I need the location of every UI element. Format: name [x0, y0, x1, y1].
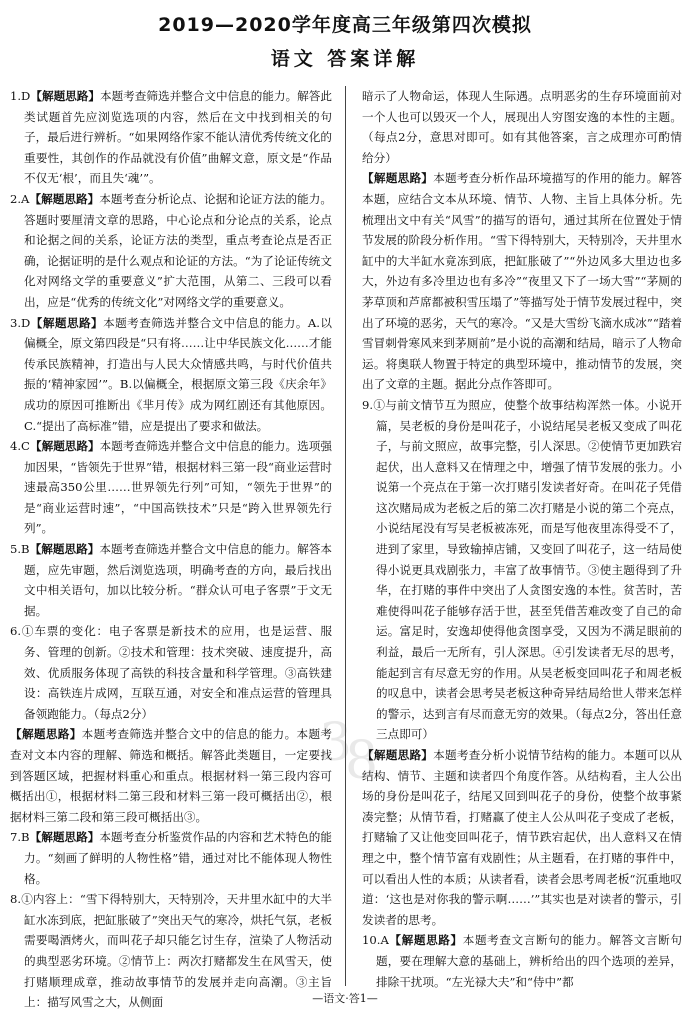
solution-tag: 【解题思路】 — [29, 830, 100, 845]
answer-item — [362, 745, 682, 930]
answer-text: 本题考查文言断句的能力。解答文言断句题，要在理解大意的基础上，辨析给出的四个选项的差异，排除干扰项。“左光禄大夫”和“侍中”都 — [376, 933, 682, 989]
answer-item — [10, 313, 332, 437]
answer-text: 本题考查筛选并整合文中的信息的能力。本题考查对文本内容的理解、筛选和概括。解答此类题目，一定要找到答题区域，把握材料重心和重点。根据材料一第三段内容可概括出①，根据材料二第三段和材料三第一段可概括出②，根据材料三第二段和第三段可概括出③。 — [10, 727, 332, 824]
answer-item — [362, 395, 682, 745]
question-number: 1.D — [10, 89, 31, 103]
solution-tag: 【解题思路】 — [30, 315, 104, 330]
question-number: 6. — [10, 624, 22, 639]
answer-item — [10, 189, 332, 313]
answer-item — [362, 86, 682, 168]
answer-text: ①与前文情节互为照应，使整个故事结构浑然一体。小说开篇，吴老板的身份是叫花子，小说结尾吴老板又变成了叫花子，与前文照应，故事完整，引人深思。②使情节更加跌宕起伏，出人意料又在情理之中，增强了情节发展的张力。小说第一个亮点在于第一次打赌引发读者好奇。在叫花子凭借这次赌局成为老板之后的第二次打赌是小说的第二个亮点，小说结尾没有写吴老板被冻死，而是写他夜里冻得受不了，进到了家里，导致输掉店铺，又变回了叫花子，这一结局使得小说更具戏剧张力，丰富了故事情节。③使主题得到了升华，在打赌的事件中突出了人贪图安逸的本性。贫苦时，苦难使得叫花子能够存活于世，甚至凭借苦难改变了自己的命运。富足时，安逸却使得他贪图享受，又因为不满足眼前的利益，最后一无所有，引人深思。④引发读者无尽的思考，能起到言有尽意无穷的作用。从吴老板变回叫花子和周老板的叹息中，读者会思考吴老板这种奇异结局给世人带来怎样的警示，达到言有尽而意无穷的效果。（每点2分，答出任意三点即可） — [373, 397, 682, 742]
answer-text: 本题考查筛选并整合文中信息的能力。选项强加因果，“皆领先于世界”错，根据材料三第一段“商业运营时速最高350公里……世界领先行列”可知，“领先于世界”的是“商业运营时速”，“中国高铁技术”只是“跨入世界领先行列”。 — [24, 439, 332, 536]
solution-tag: 【解题思路】 — [362, 171, 434, 186]
page-footer: —语文·答1— — [312, 992, 378, 1005]
answer-item — [10, 436, 332, 539]
answer-text: ①内容上：“雪下得特别大，天特别冷，天井里水缸中的大半缸水冻到底，把缸胀破了”突出天气的寒冷，烘托气氛，老板需要喝酒烤火，而叫花子却只能乞讨生存，渲染了人物活动的典型恶劣环境。②情节上：两次打赌都发生在风雪天，使打赌顺理成章，推动故事情节的发展并走向高潮。③主旨上：描写风雪之大，从侧面 — [21, 892, 332, 1010]
solution-tag: 【解题思路】 — [362, 748, 434, 762]
question-number: 9. — [362, 397, 374, 412]
solution-tag: 【解题思路】 — [29, 191, 100, 206]
question-number: 2.A — [10, 191, 30, 206]
answer-text: 本题考查筛选并整合文中信息的能力。解答本题，应先审题，然后浏览选项，明确考查的方向，最后找出文中相关语句，加以比较分析。“群众认可电子客票”于文无据。 — [24, 542, 332, 618]
answer-item — [10, 621, 332, 724]
question-number: 4.C — [10, 439, 30, 454]
page-subtitle: 语文 答案详解 — [270, 48, 420, 70]
answer-text: 本题考查筛选并整合文中信息的能力。A.以偏概全，原文第四段是“只有将……让中华民族文化……才能传承民族精神，打造出与人民大众情感共鸣，与时代价值共振的‘精神家园’”。B.以偏概全，根据原文第三段《庆余年》成功的原因可推断出《芈月传》成为网红剧还有其他原因。C.“提出了高标准”错，应是提出了要求和做法。 — [24, 315, 332, 433]
answer-item — [362, 930, 682, 992]
column-divider — [345, 86, 346, 986]
answer-text: 本题考查筛选并整合文中信息的能力。解答此类试题首先应浏览选项的内容，然后在文中找到相关的句子，最后进行辨析。“如果网络作家不能认清优秀传统文化的重要性，其创作的作品就没有价值”曲解文意，原文是“作品不仅无‘根’，而且失‘魂’”。 — [24, 89, 332, 186]
question-number: 8. — [10, 892, 22, 907]
svg-text:8: 8 — [345, 731, 379, 791]
answer-text: 本题考查分析论点、论据和论证方法的能力。答题时要厘清文章的思路，中心论点和分论点的关系，论点和论据之间的关系，论证方法的类型，重点考查论点是否正确，论据证明的是什么观点和论证的方法。“为了论证传统文化对网络文学的重要意义”扩大范围，从第二、三段可以看出，应是“优秀的传统文化”对网络文学的重要意义。 — [24, 191, 332, 309]
right-column — [362, 86, 682, 989]
left-column — [10, 86, 332, 1010]
page-title: 2019—2020学年度高三年级第四次模拟 — [158, 14, 532, 36]
answer-item — [10, 539, 332, 621]
answer-item — [10, 827, 332, 889]
solution-tag: 【解题思路】 — [388, 933, 463, 948]
answer-text: 暗示了人物命运，体现人生际遇。点明恶劣的生存环境面前对一个人也可以毁灭一个人，展现出人穷图安逸的本性的主题。（每点2分，意思对即可。如有其他答案，言之成理亦可酌情给分） — [362, 89, 682, 165]
question-number: 7.B — [10, 830, 30, 845]
answer-text: 本题考查分析鉴赏作品的内容和艺术特色的能力。“刻画了鲜明的人物性格”错，通过对比不能体现人物性格。 — [24, 830, 332, 886]
answer-text: 本题考查分析小说情节结构的能力。本题可以从结构、情节、主题和读者四个角度作答。从结构看，主人公出场的身份是叫花子，结尾又回到叫花子的身份，使整个故事紧凑完整；从情节看，打赌赢了使主人公从叫花子变成了老板，打赌输了又让他变回叫花子，情节跌宕起伏，出人意料又在情理之中，整个情节富有戏剧性；从主题看，在打赌的事件中，可以看出人性的本质；从读者看，读者会思考周老板“沉重地叹道：‘这也是对你我的警示啊……’”其实也是对读者的警示，引发读者的思考。 — [362, 748, 682, 927]
question-number: 3.D — [10, 315, 31, 330]
watermark-logo-icon — [315, 700, 385, 790]
question-number: 10.A — [362, 933, 389, 948]
solution-tag: 【解题思路】 — [30, 89, 100, 103]
solution-tag: 【解题思路】 — [29, 439, 100, 454]
solution-tag: 【解题思路】 — [29, 542, 100, 557]
question-number: 5.B — [10, 542, 30, 557]
svg-text:3: 3 — [319, 713, 353, 773]
solution-tag: 【解题思路】 — [10, 727, 82, 742]
answer-item — [10, 86, 332, 189]
answer-text: 本题考查分析作品环境描写的作用的能力。解答本题，应结合文本从环境、情节、人物、主旨上具体分析。先梳理出文中有关“风雪”的描写的语句，通过其所在位置处于情节发展的阶段分析作用。“雪下得特别大，天特别冷，天井里水缸中的大半缸水竟冻到底，把缸胀破了”“外边风多大里边也多大，外边有多冷里边也有多冷”“夜里又下了一场大雪”“茅厕的茅草顶和芦席都被积雪压塌了”等描写处于情节发展过程中，突出了环境的恶劣，天气的寒冷。“又是大雪纷飞滴水成冰”“踏着雪冒刺骨寒风来到茅厕前”是小说的高潮和结局，暗示了人物命运。将奥联人物置于特定的典型环境中，推动情节的发展，突出了文章的主题。据此分点作答即可。 — [362, 171, 682, 392]
answer-item — [10, 724, 332, 827]
answer-item — [362, 168, 682, 395]
answer-text: ①车票的变化：电子客票是新技术的应用，也是运营、服务、管理的创新。②技术和管理：技术突破、速度提升，高效、优质服务体现了高铁的科技含量和科学管理。③高铁建设：高铁连片成网，互联互通，对安全和准点运营的管理具备领跑能力。（每点2分） — [21, 624, 332, 721]
